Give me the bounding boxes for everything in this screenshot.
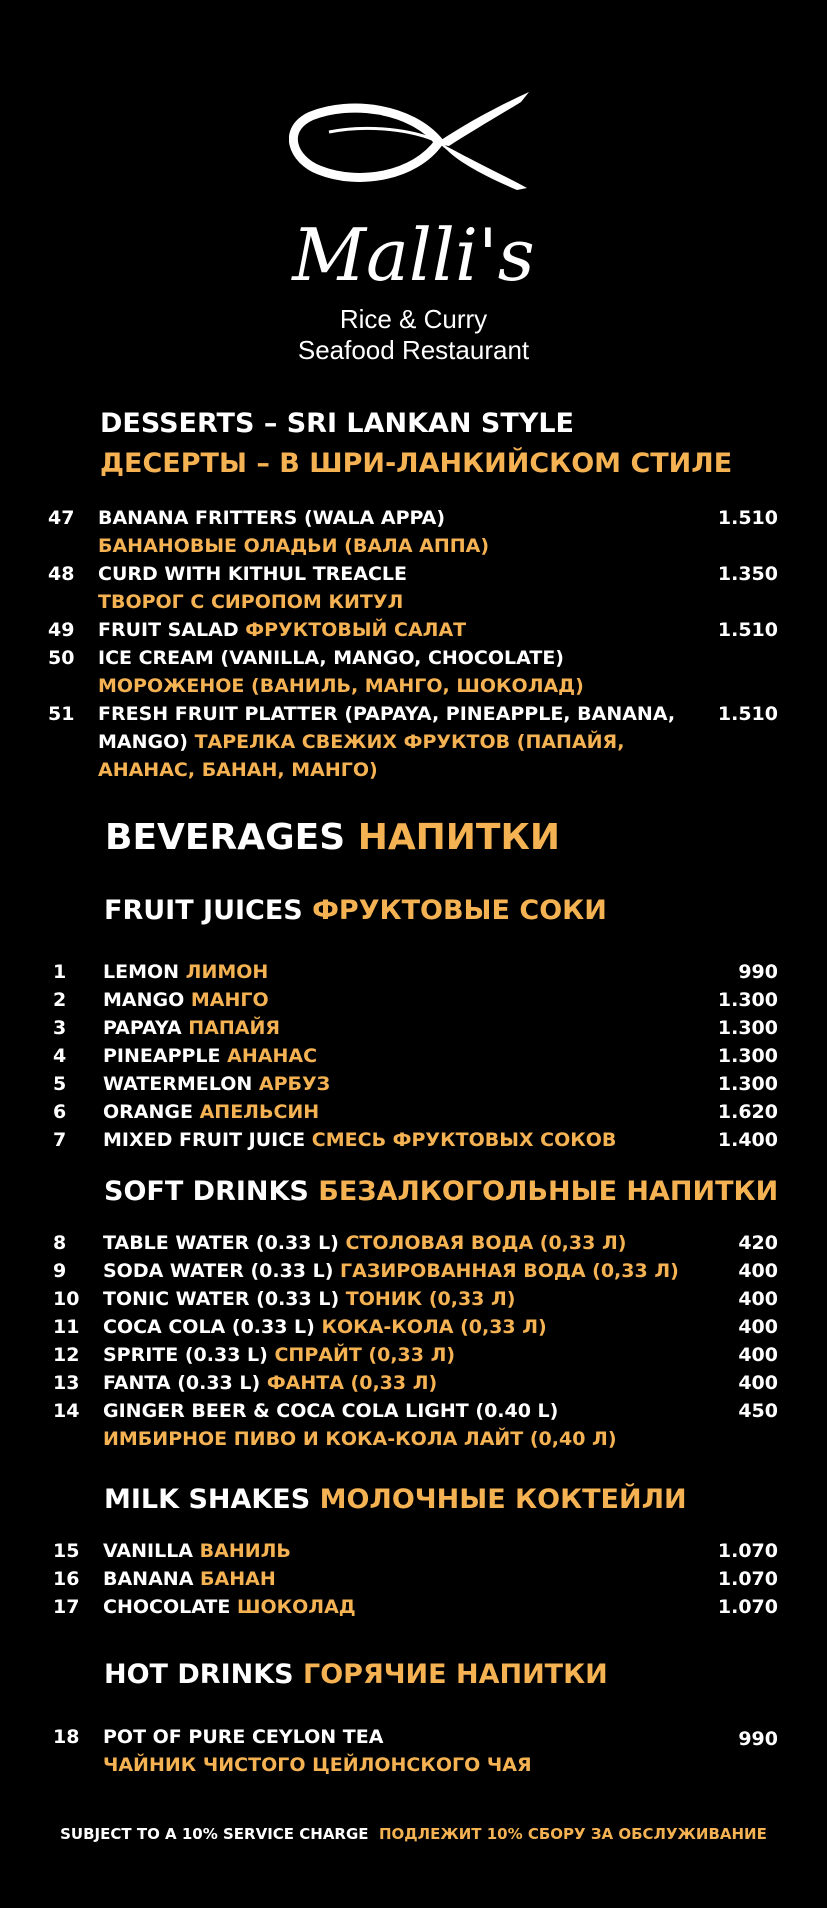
menu-item-number: 4 (53, 1045, 67, 1067)
menu-item-price: 1.300 (717, 989, 778, 1011)
menu-item-name-en: PINEAPPLE (103, 1045, 221, 1067)
menu-item-name (98, 560, 678, 616)
menu-item-number: 14 (53, 1400, 80, 1422)
menu-item-name-ru: СМЕСЬ ФРУКТОВЫХ СОКОВ (311, 1129, 617, 1151)
menu-item-name-ru: АРБУЗ (258, 1073, 331, 1095)
menu-item-name-en: SODA WATER (0.33 L) (103, 1260, 334, 1282)
menu-item-name-en: ICE CREAM (VANILLA, MANGO, CHOCOLATE) (98, 647, 564, 669)
brand-subtitle-2: Seafood Restaurant (297, 335, 530, 365)
menu-item-number: 8 (53, 1232, 67, 1254)
menu-item-number: 15 (53, 1540, 80, 1562)
menu-item-price: 400 (738, 1260, 778, 1282)
menu-item-name-en: LEMON (103, 961, 180, 983)
menu-item-name-en: BANANA FRITTERS (WALA APPA) (98, 507, 446, 529)
menu-item-price: 1.400 (717, 1129, 778, 1151)
menu-item-name (103, 1285, 683, 1313)
menu-item-number: 10 (53, 1288, 80, 1310)
shakes-title (104, 1482, 687, 1518)
menu-item-name-ru: ГАЗИРОВАННАЯ ВОДА (0,33 Л) (340, 1260, 679, 1282)
menu-item-number: 2 (53, 989, 67, 1011)
menu-item-number: 1 (53, 961, 67, 983)
menu-item-name-ru: СПРАЙТ (0,33 Л) (274, 1344, 456, 1366)
menu-item-name-en: GINGER BEER & COCA COLA LIGHT (0.40 L) (103, 1400, 559, 1422)
menu-item-name-en: CURD WITH KITHUL TREACLE (98, 563, 408, 585)
menu-item-number: 17 (53, 1596, 80, 1618)
juices-title-en: FRUIT JUICES (104, 895, 303, 926)
menu-item-name (103, 1565, 683, 1593)
menu-item-number: 12 (53, 1344, 80, 1366)
desserts-title-en: DESSERTS – SRI LANKAN STYLE (100, 408, 574, 439)
menu-item-price: 1.350 (717, 563, 778, 585)
menu-item-price: 400 (738, 1372, 778, 1394)
menu-item-name (103, 1397, 683, 1453)
menu-item-number: 3 (53, 1017, 67, 1039)
beverages-title-en: BEVERAGES (105, 817, 346, 858)
menu-item-price: 1.070 (717, 1568, 778, 1590)
menu-item-name-ru: ТАРЕЛКА СВЕЖИХ ФРУКТОВ (ПАПАЙЯ, АНАНАС, БАНАН, МАНГО) (98, 731, 625, 781)
service-charge-note (0, 1822, 827, 1846)
menu-item-number: 13 (53, 1372, 80, 1394)
menu-item-number: 6 (53, 1101, 67, 1123)
menu-item-name-en: VANILLA (103, 1540, 194, 1562)
menu-item-number: 49 (48, 619, 75, 641)
menu-item-name-ru: ЧАЙНИК ЧИСТОГО ЦЕЙЛОНСКОГО ЧАЯ (103, 1754, 532, 1776)
menu-item-number: 9 (53, 1260, 67, 1282)
menu-item-name-ru: МАНГО (190, 989, 269, 1011)
menu-item-name-en: TONIC WATER (0.33 L) (103, 1288, 340, 1310)
menu-item-name-en: POT OF PURE CEYLON TEA (103, 1726, 384, 1748)
menu-item-name-en: WATERMELON (103, 1073, 253, 1095)
menu-item-price: 400 (738, 1344, 778, 1366)
menu-item-number: 18 (53, 1726, 80, 1748)
menu-item-name (103, 1313, 683, 1341)
menu-item-name (103, 986, 683, 1014)
menu-item-name (103, 1257, 683, 1285)
fish-logo (0, 90, 827, 195)
menu-item-name-ru: ТВОРОГ С СИРОПОМ КИТУЛ (98, 591, 404, 613)
menu-item-name-ru: КОКА-КОЛА (0,33 Л) (321, 1316, 547, 1338)
menu-item-price: 400 (738, 1316, 778, 1338)
menu-item-name (103, 1723, 683, 1779)
menu-item-price: 1.070 (717, 1540, 778, 1562)
fish-icon (289, 90, 539, 195)
menu-item-price: 1.300 (717, 1045, 778, 1067)
menu-item-name-ru: БАНАНОВЫЕ ОЛАДЬИ (ВАЛА АППА) (98, 535, 490, 557)
menu-item-name (98, 644, 678, 700)
menu-item-price: 1.300 (717, 1017, 778, 1039)
service-charge-ru: ПОДЛЕЖИТ 10% СБОРУ ЗА ОБСЛУЖИВАНИЕ (379, 1825, 767, 1843)
menu-item-price: 1.620 (717, 1101, 778, 1123)
desserts-title-ru: ДЕСЕРТЫ – В ШРИ-ЛАНКИЙСКОМ СТИЛЕ (100, 448, 733, 479)
menu-item-number: 7 (53, 1129, 67, 1151)
menu-item-name-ru: ВАНИЛЬ (199, 1540, 291, 1562)
menu-item-name (98, 504, 678, 560)
menu-item-name (103, 1229, 683, 1257)
menu-item-name-ru: МОРОЖЕНОЕ (ВАНИЛЬ, МАНГО, ШОКОЛАД) (98, 675, 584, 697)
menu-item-name (103, 1014, 683, 1042)
menu-item-number: 50 (48, 647, 75, 669)
menu-item-name-ru: ФАНТА (0,33 Л) (266, 1372, 438, 1394)
menu-item-name-en: FRESH FRUIT PLATTER (PAPAYA, PINEAPPLE, BANANA, MANGO) (98, 703, 676, 753)
menu-item-name-en: CHOCOLATE (103, 1596, 231, 1618)
soft-title-ru: БЕЗАЛКОГОЛЬНЫЕ НАПИТКИ (318, 1176, 779, 1207)
menu-item-name-en: BANANA (103, 1568, 194, 1590)
menu-item-price: 450 (738, 1400, 778, 1422)
menu-item-price: 400 (738, 1288, 778, 1310)
menu-item-price: 1.510 (717, 703, 778, 725)
menu-item-name (103, 1341, 683, 1369)
menu-item-price: 1.070 (717, 1596, 778, 1618)
menu-item-name-en: FRUIT SALAD (98, 619, 239, 641)
menu-item-price: 1.300 (717, 1073, 778, 1095)
menu-item-name-ru: БАНАН (200, 1568, 276, 1590)
menu-item-number: 51 (48, 703, 75, 725)
brand-subtitle-1: Rice & Curry (339, 304, 488, 334)
soft-title (104, 1174, 778, 1210)
menu-item-name (98, 616, 678, 644)
menu-item-name-ru: АНАНАС (227, 1045, 318, 1067)
menu-item-name (103, 1126, 683, 1154)
menu-item-name-ru: ИМБИРНОЕ ПИВО И КОКА-КОЛА ЛАЙТ (0,40 Л) (103, 1428, 617, 1450)
menu-item-name (103, 958, 683, 986)
menu-item-name-ru: ТОНИК (0,33 Л) (345, 1288, 516, 1310)
menu-item-name-ru: ФРУКТОВЫЙ САЛАТ (245, 619, 467, 641)
menu-item-name-en: ORANGE (103, 1101, 193, 1123)
menu-item-number: 48 (48, 563, 75, 585)
juices-title (104, 893, 607, 929)
menu-item-name (103, 1098, 683, 1126)
shakes-title-en: MILK SHAKES (104, 1484, 311, 1515)
menu-item-name (103, 1369, 683, 1397)
menu-item-name-en: COCA COLA (0.33 L) (103, 1316, 315, 1338)
hot-title-ru: ГОРЯЧИЕ НАПИТКИ (303, 1659, 608, 1690)
menu-item-name-en: MIXED FRUIT JUICE (103, 1129, 306, 1151)
menu-item-number: 16 (53, 1568, 80, 1590)
menu-item-name-en: PAPAYA (103, 1017, 182, 1039)
menu-item-price: 990 (738, 961, 778, 983)
menu-item-number: 47 (48, 507, 75, 529)
menu-item-name-ru: ЛИМОН (185, 961, 269, 983)
menu-item-name (103, 1042, 683, 1070)
soft-title-en: SOFT DRINKS (104, 1176, 309, 1207)
menu-item-name (103, 1070, 683, 1098)
menu-item-price: 1.510 (717, 507, 778, 529)
menu-item-name-ru: ШОКОЛАД (237, 1596, 356, 1618)
menu-item-name-en: MANGO (103, 989, 185, 1011)
menu-item-name-en: SPRITE (0.33 L) (103, 1344, 268, 1366)
hot-title (104, 1657, 608, 1693)
menu-item-name (103, 1593, 683, 1621)
brand-name: Malli's (292, 213, 535, 297)
beverages-title (105, 816, 560, 860)
juices-title-ru: ФРУКТОВЫЕ СОКИ (312, 895, 607, 926)
menu-item-name (103, 1537, 683, 1565)
menu-item-name-ru: СТОЛОВАЯ ВОДА (0,33 Л) (345, 1232, 627, 1254)
menu-item-name-ru: ПАПАЙЯ (188, 1017, 280, 1039)
beverages-title-ru: НАПИТКИ (357, 817, 561, 858)
menu-item-name (98, 700, 678, 784)
shakes-title-ru: МОЛОЧНЫЕ КОКТЕЙЛИ (319, 1484, 687, 1515)
menu-item-price: 420 (738, 1232, 778, 1254)
menu-item-number: 11 (53, 1316, 80, 1338)
menu-item-price: 990 (738, 1728, 778, 1750)
menu-item-name-en: FANTA (0.33 L) (103, 1372, 261, 1394)
service-charge-en: SUBJECT TO A 10% SERVICE CHARGE (60, 1825, 369, 1843)
menu-item-name-en: TABLE WATER (0.33 L) (103, 1232, 339, 1254)
hot-title-en: HOT DRINKS (104, 1659, 294, 1690)
menu-item-number: 5 (53, 1073, 67, 1095)
menu-item-name-ru: АПЕЛЬСИН (199, 1101, 320, 1123)
menu-item-price: 1.510 (717, 619, 778, 641)
